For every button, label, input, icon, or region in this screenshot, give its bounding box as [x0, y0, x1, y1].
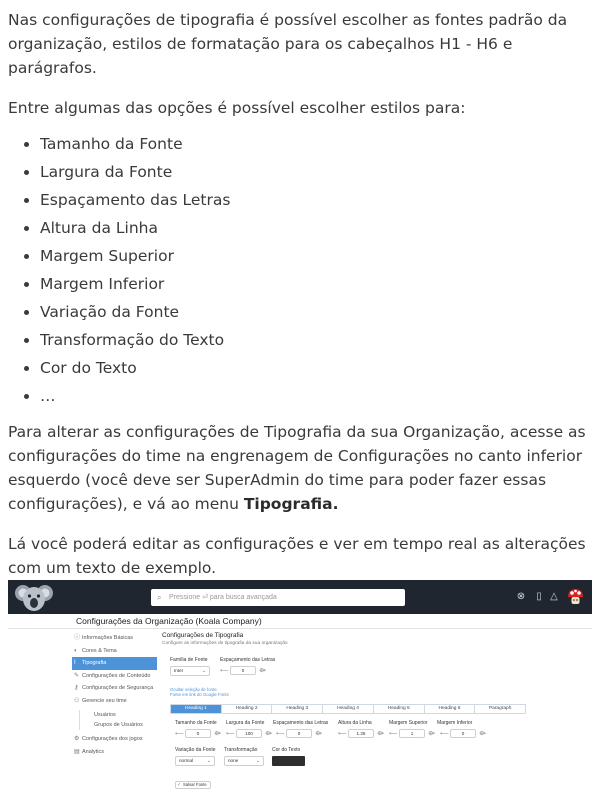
tab-paragraph[interactable]: Paragraph	[488, 706, 512, 711]
google-font-link[interactable]: Fonte em link do Google Fonts	[170, 692, 229, 697]
bookmark-icon[interactable]: ▯	[536, 591, 542, 602]
search-icon: ⌕	[157, 593, 162, 602]
increment-icon[interactable]: ⟴	[377, 731, 384, 737]
sidebar-item-analytics[interactable]	[72, 746, 157, 759]
edit-icon: ✎	[74, 672, 80, 679]
font-weight-label: Largura da Fonte	[226, 720, 265, 726]
howto-text: Para alterar as configurações de Tipografia da sua Organização, acesse as configurações do time na engrenagem de Configurações no canto inferior esquerdo (você deve ser SuperAdmin do time para poder fazer essas configurações), e vá ao menu	[8, 423, 586, 513]
howto-paragraph	[8, 420, 594, 516]
text-color-swatch[interactable]	[272, 756, 305, 766]
sidebar-item-label: Configurações de Conteúdo	[82, 672, 151, 679]
sidebar-item-typography[interactable]	[72, 657, 157, 670]
hide-font-link[interactable]: Ocultar seleção de fonte	[170, 687, 217, 692]
tab-heading-5[interactable]: Heading 5	[374, 705, 425, 713]
sidebar-item-label: Informações Básicas	[82, 635, 134, 641]
increment-icon[interactable]: ⟴	[315, 731, 322, 737]
list-item: • Altura da Linha	[40, 214, 594, 242]
decrement-icon[interactable]: ⟵	[440, 731, 449, 737]
margin-bottom-value[interactable]: 0	[450, 729, 476, 738]
increment-icon[interactable]: ⟴	[214, 731, 221, 737]
list-item: • Largura da Fonte	[40, 158, 594, 186]
options-intro: Entre algumas das opções é possível escolher estilos para:	[8, 99, 466, 117]
letter-spacing-label: Espaçamento das Letras	[220, 657, 276, 663]
increment-icon[interactable]: ⟴	[259, 668, 266, 674]
tab-heading-6[interactable]: Heading 6	[425, 705, 476, 713]
howto-menu-name: Tipografia.	[243, 495, 339, 513]
sidebar-item-label: Configurações dos jogos	[82, 736, 143, 742]
margin-bottom-stepper[interactable]	[440, 729, 488, 739]
user-avatar-icon[interactable]	[567, 588, 584, 606]
intro-paragraph: Nas configurações de tipografia é possível escolher as fontes padrão da organização, estilos de formatação para os cabeçalhos H1 - H6 e parágrafos.	[8, 11, 568, 77]
save-font-button[interactable]	[175, 781, 211, 789]
font-variation-select[interactable]	[175, 756, 215, 766]
tab-heading-3[interactable]: Heading 3	[272, 705, 323, 713]
key-icon: ⚷	[74, 685, 79, 691]
text-color-label: Cor do Texto	[272, 747, 301, 753]
app-screenshot	[8, 580, 592, 800]
list-item: • Margem Superior	[40, 242, 594, 270]
increment-icon[interactable]: ⟴	[428, 731, 435, 737]
list-item: • Espaçamento das Letras	[40, 186, 594, 214]
heading-tabs	[170, 704, 526, 714]
decrement-icon[interactable]: ⟵	[338, 731, 347, 737]
team-icon: ⚇	[74, 697, 80, 704]
font-size-label: Tamanho da Fonte	[175, 720, 217, 726]
game-icon: ⚙	[74, 736, 80, 742]
sidebar-item-label: Tipografia	[82, 660, 107, 666]
page-header	[8, 614, 592, 629]
decrement-icon[interactable]: ⟵	[175, 731, 184, 737]
list-item: • …	[40, 382, 594, 410]
page-title: Configurações da Organização (Koala Company)	[76, 616, 262, 626]
list-item: • Margem Inferior	[40, 270, 594, 298]
margin-top-label: Margem Superior	[389, 720, 428, 726]
sidebar-item-security-settings[interactable]	[72, 682, 157, 695]
sidebar-item-content-settings[interactable]	[72, 670, 157, 683]
font-size-value[interactable]: 0	[185, 729, 211, 738]
sidebar-item-game-settings[interactable]	[72, 733, 157, 746]
article	[8, 8, 594, 580]
check-icon: ✓	[177, 782, 182, 788]
list-item: • Transformação do Texto	[40, 326, 594, 354]
sidebar-item-label: Configurações de Segurança	[82, 685, 154, 691]
search-placeholder: Pressione ⏎ para busca avançada	[169, 594, 277, 601]
text-transform-select[interactable]	[224, 756, 264, 766]
chart-icon: ▤	[74, 748, 80, 755]
koala-logo	[14, 582, 54, 612]
text-transform-value: none	[228, 758, 239, 763]
search-input[interactable]	[151, 589, 405, 606]
sidebar-item-label: Analytics	[82, 748, 105, 755]
sidebar-item-label: Gerencie seu time	[82, 697, 127, 704]
decrement-icon[interactable]: ⟵	[276, 731, 285, 737]
margin-top-stepper[interactable]	[389, 729, 437, 739]
text-icon: I	[74, 660, 76, 666]
panel-subtitle: Configure as informações de tipografia da sua organização	[162, 641, 288, 646]
chevron-down-icon: ⌄	[255, 758, 260, 764]
sidebar-item-basic-info[interactable]	[72, 632, 157, 645]
save-font-label: Salvar Fonte	[183, 782, 207, 787]
font-variation-label: Variação da Fonte	[175, 747, 216, 753]
font-size-stepper[interactable]	[175, 729, 223, 739]
settings-sidebar	[72, 632, 157, 758]
font-weight-value[interactable]: 100	[236, 729, 262, 738]
decrement-icon[interactable]: ⟵	[220, 668, 229, 674]
line-height-stepper[interactable]	[338, 729, 386, 739]
tab-heading-4[interactable]: Heading 4	[323, 705, 374, 713]
line-height-label: Altura da Linha	[338, 720, 372, 726]
top-bar	[8, 580, 592, 614]
font-variation-value: normal	[179, 758, 194, 763]
chevron-down-icon: ⌄	[201, 668, 206, 674]
letter-spacing-value[interactable]: 0	[230, 666, 256, 675]
closing-paragraph: Lá você poderá editar as configurações e ver em tempo real as alterações com um texto de exemplo.	[8, 535, 586, 577]
letter-spacing-stepper[interactable]	[220, 666, 268, 676]
options-list	[8, 130, 594, 410]
tab-heading-1[interactable]: Heading 1	[171, 705, 222, 713]
margin-top-value[interactable]: 1	[399, 729, 425, 738]
font-family-label: Família de Fonte	[170, 657, 208, 663]
info-icon: ⓘ	[74, 635, 81, 641]
gamepad-icon[interactable]: ⊗	[516, 591, 526, 602]
panel-title: Configurações de Tipografia	[162, 632, 244, 639]
list-item: • Variação da Fonte	[40, 298, 594, 326]
decrement-icon[interactable]: ⟵	[389, 731, 398, 737]
text-transform-label: Transformação	[224, 747, 258, 753]
sidebar-item-colors-theme[interactable]	[72, 645, 157, 658]
font-family-select[interactable]	[170, 666, 210, 676]
heading-letter-spacing-stepper[interactable]	[276, 729, 324, 739]
list-item: • Tamanho da Fonte	[40, 130, 594, 158]
font-weight-stepper[interactable]	[226, 729, 274, 739]
chevron-down-icon: ⌄	[206, 758, 211, 764]
heading-letter-spacing-label: Espaçamento das Letras	[273, 720, 329, 726]
line-height-value[interactable]: 1.25	[348, 729, 374, 738]
font-family-value: Inter	[174, 668, 184, 673]
increment-icon[interactable]: ⟴	[479, 731, 486, 737]
tab-heading-2[interactable]: Heading 2	[222, 705, 273, 713]
sidebar-subitem-user-groups[interactable]: Grupos de Usuários	[79, 720, 157, 730]
palette-icon: ◐	[74, 647, 78, 654]
sidebar-item-team[interactable]	[72, 695, 157, 708]
sidebar-subitem-users[interactable]: Usuários	[79, 710, 157, 720]
bell-icon[interactable]: △	[550, 591, 558, 602]
decrement-icon[interactable]: ⟵	[226, 731, 235, 737]
heading-letter-spacing-value[interactable]: 0	[286, 729, 312, 738]
list-item: • Cor do Texto	[40, 354, 594, 382]
sidebar-item-label: Cores & Tema	[82, 647, 117, 654]
increment-icon[interactable]: ⟴	[265, 731, 272, 737]
margin-bottom-label: Margem Inferior	[437, 720, 473, 726]
